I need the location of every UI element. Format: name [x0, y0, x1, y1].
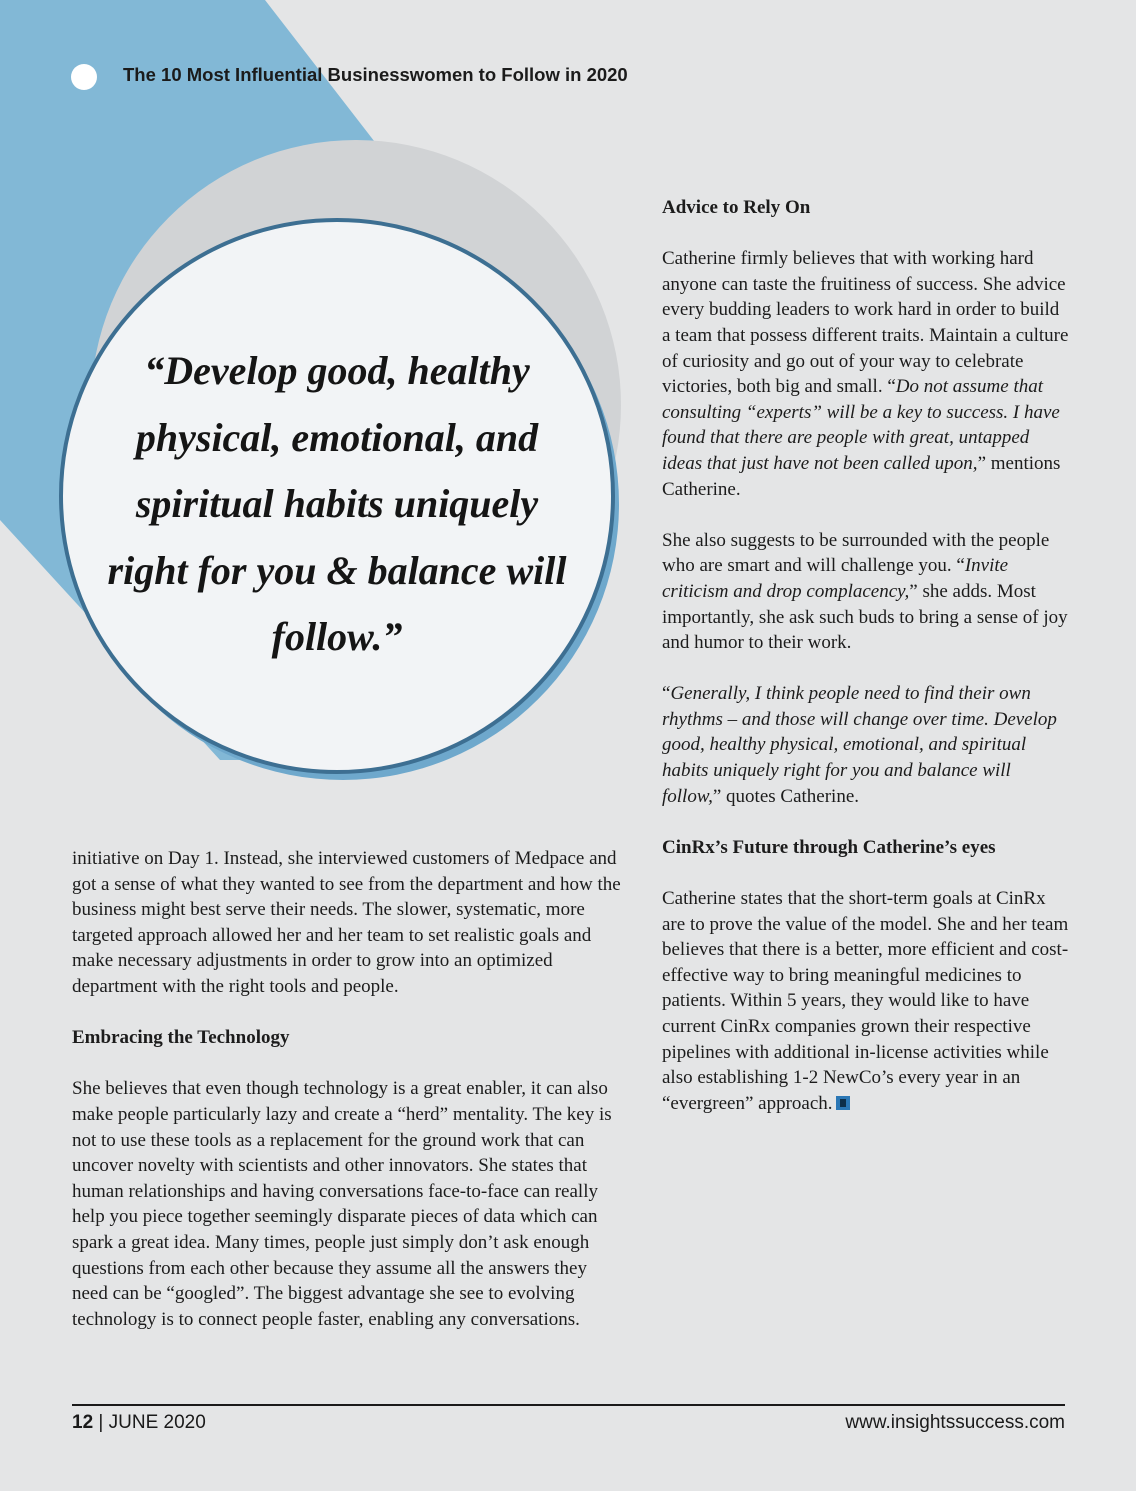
- header-title: The 10 Most Influential Businesswomen to Follow in 2020: [123, 64, 628, 85]
- advice3-quote-a: Generally, I think people need to find their own rhythms: [662, 683, 1031, 730]
- footer-separator: |: [93, 1412, 109, 1433]
- left-column: [72, 846, 624, 1358]
- footer-page-info: [72, 1412, 206, 1434]
- article-end-icon: [836, 1096, 850, 1110]
- intro-paragraph: initiative on Day 1. Instead, she interviewed customers of Medpace and got a sense of what they wanted to see from the department and how the business might best serve their needs. The slower, systematic, more targeted approach allowed her and her team to set realistic goals and make necessary adjustments in order to grow into an optimized department with the right tools and people.: [72, 848, 621, 997]
- header-bullet-icon: [71, 64, 97, 90]
- advice2-end: ” she adds. Most importantly, she ask such buds to bring a sense of joy and humor to their work.: [662, 580, 1068, 654]
- footer-divider: [72, 1404, 1065, 1406]
- section-heading-advice: Advice to Rely On: [662, 197, 811, 218]
- advice-attribution: ” mentions Catherine.: [662, 452, 1061, 500]
- advice3-quote-b: and those will change over time. Develop good, healthy physical, emotional, and spiritual habits uniquely right for you and balance will follow,: [662, 708, 1057, 807]
- right-column: [662, 195, 1072, 1142]
- section-heading-future: CinRx’s Future through Catherine’s eyes: [662, 836, 996, 858]
- page-number: 12: [72, 1412, 94, 1433]
- advice3-end: ” quotes Catherine.: [712, 785, 860, 807]
- advice-paragraph-3: [662, 681, 1072, 809]
- future-text: Catherine states that the short-term goals at CinRx are to prove the value of the model. She and her team believes that there is a better, more efficient and cost-effective way to bring meaningful medicines to patients. Within 5 years, they would like to have current CinRx companies grown their respective pipelines with additional in-license activities while also establishing 1-2 NewCo’s every year in an “evergreen” approach.: [662, 888, 1069, 1114]
- advice3-dash: –: [722, 708, 742, 730]
- footer-website-link[interactable]: www.insightssuccess.com: [845, 1412, 1065, 1433]
- advice-paragraph-2: [662, 528, 1072, 656]
- issue-date: JUNE 2020: [108, 1412, 206, 1433]
- pull-quote: “Develop good, healthy physical, emotional, and spiritual habits uniquely right for you & balance will follow.”: [107, 348, 567, 659]
- future-paragraph: [662, 886, 1072, 1116]
- advice-paragraph-1: [662, 246, 1072, 502]
- advice-quote: Do not assume that consulting “experts” will be a key to success. I have found that there are people with great, untapped ideas that just have not been called upon,: [662, 376, 1060, 474]
- section-heading-technology: Embracing the Technology: [72, 1027, 290, 1049]
- advice-text: Catherine firmly believes that with working hard anyone can taste the fruitiness of success. She advice every budding leaders to work hard in order to build a team that possess different traits. Maintain a culture of curiosity and go out of your way to celebrate victories, both big and small. “: [662, 248, 1069, 398]
- technology-paragraph: She believes that even though technology is a great enabler, it can also make people particularly lazy and create a “herd” mentality. The key is not to use these tools as a replacement for the ground work that can uncover novelty with scientists and other innovators. She states that human relationships and having conversations face-to-face can really help you piece together seemingly disparate pieces of data which can spark a great idea. Many times, people just simply don’t ask enough questions from each other because they assume all the answers they need can be “googled”. The biggest advantage she see to evolving technology is to connect people faster, enabling any conversations.: [72, 1078, 612, 1330]
- advice2-quote: Invite criticism and drop complacency,: [662, 555, 1009, 602]
- advice2-text: She also suggests to be surrounded with the people who are smart and will challenge you. “: [662, 529, 1050, 577]
- advice3-open: “: [662, 683, 671, 705]
